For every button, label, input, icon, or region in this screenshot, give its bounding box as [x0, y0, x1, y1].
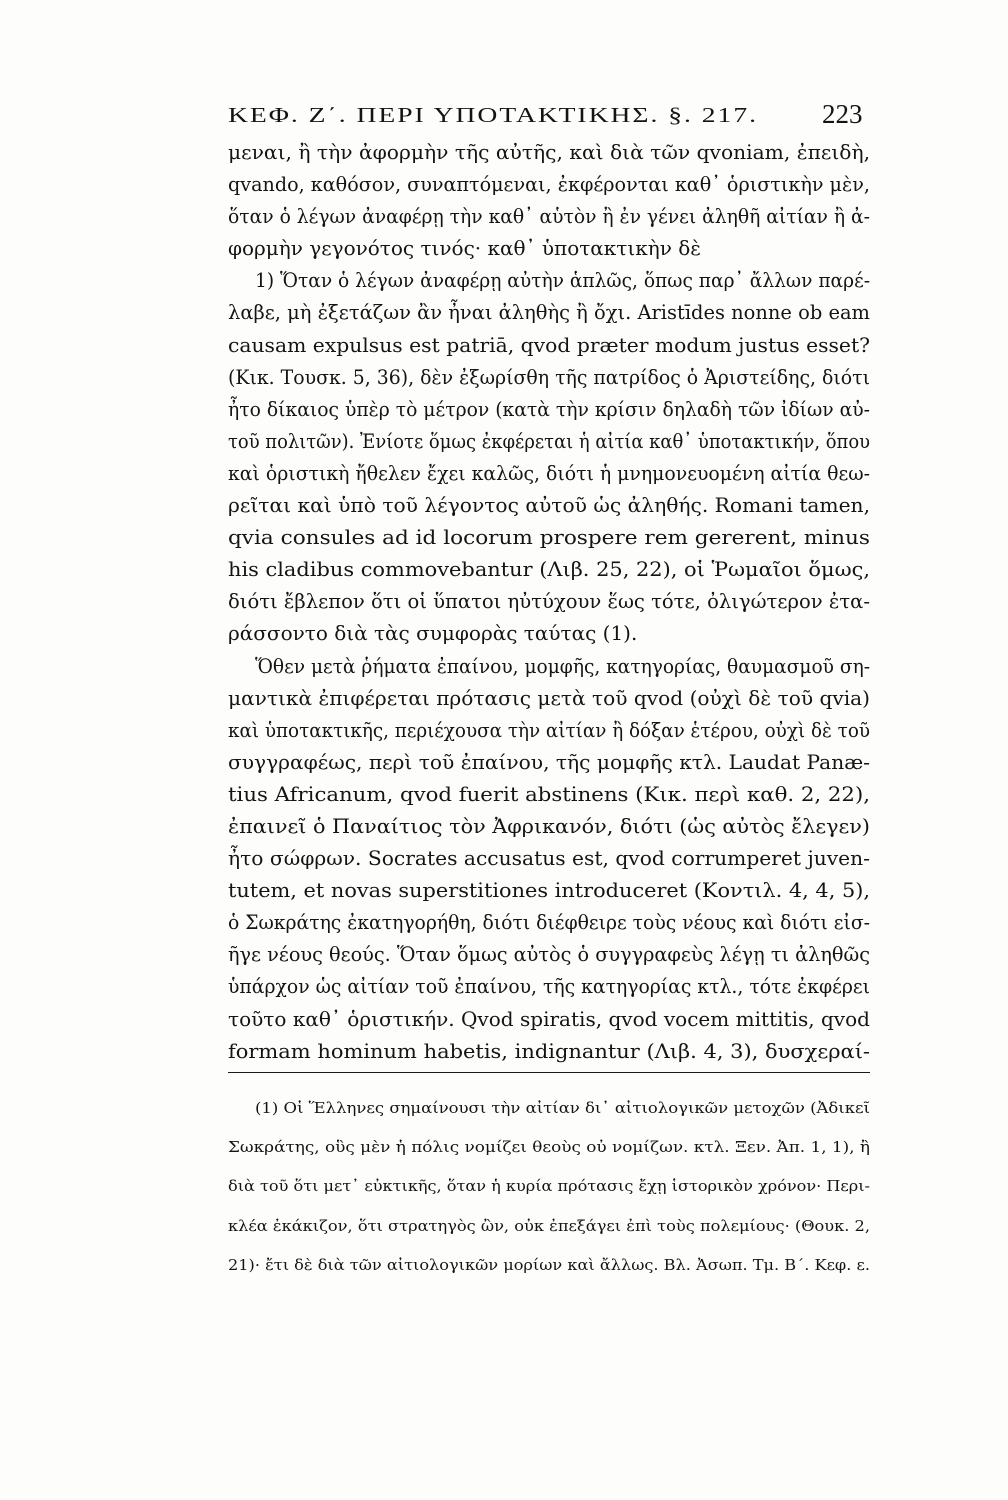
body-line-text: ἦτο σώφρων. Socrates accusatus est, qvod corrumperet juven-: [228, 846, 870, 871]
body-line: [228, 682, 870, 714]
body-line: [228, 329, 870, 361]
body-line: [228, 296, 870, 328]
body-line-text: καὶ ὁριστικὴ ἤθελεν ἔχει καλῶς, διότι ἡ μνημονευομένη αἰτία θεω-: [228, 460, 870, 485]
body-line: [228, 746, 870, 778]
body-line: [228, 361, 870, 393]
footnote-line-text: κλέα ἐκάκιζον, ὅτι στρατηγὸς ὢν, οὐκ ἐπεξάγει ἐπὶ τοὺς πολεμίους· (Θουκ. 2,: [228, 1216, 870, 1235]
body-line-text: ὑπάρχον ὡς αἰτίαν τοῦ ἐπαίνου, τῆς κατηγορίας κτλ., τότε ἐκφέρει: [228, 974, 870, 999]
body-line: [228, 842, 870, 874]
body-line: [228, 970, 870, 1002]
body-line: [228, 650, 870, 682]
body-line-text: διότι ἔβλεπον ὅτι οἱ ὕπατοι ηὐτύχουν ἕως τότε, ὀλιγώτερον ἐτα-: [228, 589, 870, 614]
body-line-text: ἐπαινεῖ ὁ Παναίτιος τὸν Ἀφρικανόν, διότι (ὡς αὐτὸς ἔλεγεν): [228, 813, 870, 838]
body-line: [228, 1035, 870, 1067]
body-line-text: ρεῖται καὶ ὑπὸ τοῦ λέγοντος αὐτοῦ ὡς ἀληθής. Romani tamen,: [228, 493, 870, 518]
body-line-text: ἦτο δίκαιος ὑπὲρ τὸ μέτρον (κατὰ τὴν κρίσιν δηλαδὴ τῶν ἰδίων αὐ-: [228, 396, 870, 421]
body-line: [228, 874, 870, 906]
body-line: [228, 264, 870, 296]
footnote-divider: [228, 1072, 870, 1073]
body-line-text: (Κικ. Τουσκ. 5, 36), δὲν ἐξωρίσθη τῆς πατρίδος ὁ Ἀριστείδης, διότι: [228, 364, 870, 389]
body-line: [228, 778, 870, 810]
footnote-line-text: (1) Οἱ Ἕλληνες σημαίνουσι τὴν αἰτίαν δι᾽ αἰτιολογικῶν μετοχῶν (Ἀδικεῖ: [255, 1099, 870, 1117]
body-line: [228, 810, 870, 842]
body-line: [228, 393, 870, 425]
body-line: [228, 168, 870, 200]
body-line-text: ῆγε νέους θεούς. Ὅταν ὅμως αὐτὸς ὁ συγγραφεὺς λέγῃ τι ἀληθῶς: [228, 942, 870, 967]
footnote-line: [228, 1128, 870, 1167]
body-line-text: tutem, et novas superstitiones introduceret (Κοντιλ. 4, 4, 5),: [228, 878, 870, 903]
body-line-text: causam expulsus est patriā, qvod præter modum justus esset?: [228, 332, 870, 357]
body-line: [228, 489, 870, 521]
body-line-text: formam hominum habetis, indignantur (Λιβ. 4, 3), δυσχεραί-: [228, 1038, 870, 1063]
body-line: [228, 714, 870, 746]
body-line-text: τοῦτο καθ᾽ ὁριστικήν. Qvod spiratis, qvod vocem mittitis, qvod: [228, 1006, 870, 1031]
footnote-line-text: 21)· ἔτι δὲ διὰ τῶν αἰτιολογικῶν μορίων καὶ ἄλλως. Βλ. Ἀσωπ. Τμ. Β΄. Κεφ. ε.: [228, 1255, 870, 1274]
footnotes: [228, 1089, 870, 1285]
footnote-line: [228, 1207, 870, 1246]
body-line-text: ὁ Σωκράτης ἐκατηγορήθη, διότι διέφθειρε τοὺς νέους καὶ διότι εἰσ-: [228, 910, 870, 935]
footnote-line-text: Σωκράτης, οὓς μὲν ἡ πόλις νομίζει θεοὺς οὐ νομίζων. κτλ. Ξεν. Ἀπ. 1, 1), ἢ: [228, 1138, 870, 1157]
body-line-text: 1) Ὅταν ὁ λέγων ἀναφέρῃ αὐτὴν ἁπλῶς, ὅπως παρ᾽ ἄλλων παρέ-: [255, 268, 870, 293]
body-line-text: μαντικὰ ἐπιφέρεται πρότασις μετὰ τοῦ qvod (οὐχὶ δὲ τοῦ qvia): [228, 685, 870, 710]
footnote-line: [228, 1167, 870, 1206]
body-line: [228, 553, 870, 585]
body-line-text: Ὅθεν μετὰ ῥήματα ἐπαίνου, μομφῆς, κατηγορίας, θαυμασμοῦ ση-: [255, 653, 870, 678]
body-line: [228, 906, 870, 938]
body-line-text: qvia consules ad id locorum prospere rem gererent, minus: [228, 525, 870, 550]
footnote-line: [228, 1246, 870, 1285]
body-line: [228, 938, 870, 970]
body-line-text: ὅταν ὁ λέγων ἀναφέρῃ τὴν καθ᾽ αὑτὸν ἢ ἐν γένει ἀληθῆ αἰτίαν ἢ ἀ-: [228, 204, 870, 229]
body-line: [228, 425, 870, 457]
body-line-text: his cladibus commovebantur (Λιβ. 25, 22), οἱ Ῥωμαῖοι ὅμως,: [228, 557, 870, 582]
body-line: [228, 617, 870, 649]
body-line-text: qvando, καθόσον, συναπτόμεναι, ἐκφέρονται καθ᾽ ὁριστικὴν μὲν,: [228, 172, 870, 197]
running-header: [228, 98, 758, 132]
body-line-text: ράσσοντο διὰ τὰς συμφορὰς ταύτας (1).: [228, 621, 638, 646]
body-line-text: μεναι, ἢ τὴν ἀφορμὴν τῆς αὐτῆς, καὶ διὰ τῶν qvoniam, ἐπειδὴ,: [228, 140, 870, 164]
body-text: [228, 136, 870, 1067]
body-line-text: λαβε, μὴ ἐξετάζων ἂν ἦναι ἀληθὴς ἢ ὄχι. Aristīdes nonne ob eam: [228, 300, 870, 325]
body-line-text: συγγραφέως, περὶ τοῦ ἐπαίνου, τῆς μομφῆς κτλ. Laudat Panæ-: [228, 749, 870, 774]
running-header-text: ΚΕΦ. Ζ΄. ΠΕΡΙ ΥΠΟΤΑΚΤΙΚΗΣ. §. 217.: [228, 103, 758, 127]
body-line: [228, 136, 870, 168]
body-line: [228, 585, 870, 617]
body-line-text: καὶ ὑποτακτικῆς, περιέχουσα τὴν αἰτίαν ἢ δόξαν ἑτέρου, οὐχὶ δὲ τοῦ: [228, 717, 870, 742]
body-line: [228, 232, 870, 264]
footnote-line: [228, 1089, 870, 1128]
body-line-text: φορμὴν γεγονότος τινός· καθ᾽ ὑποτακτικὴν δὲ: [228, 236, 701, 261]
body-line-text: τοῦ πολιτῶν). Ἐνίοτε ὅμως ἐκφέρεται ἡ αἰτία καθ᾽ ὑποτακτικήν, ὅπου: [228, 428, 870, 453]
page-number: 223: [822, 99, 863, 129]
body-line: [228, 521, 870, 553]
footnote-line-text: διὰ τοῦ ὅτι μετ᾽ εὐκτικῆς, ὅταν ἡ κυρία πρότασις ἔχῃ ἱστορικὸν χρόνον· Περι-: [228, 1177, 870, 1196]
body-line-text: tius Africanum, qvod fuerit abstinens (Κικ. περὶ καθ. 2, 22),: [228, 781, 870, 806]
body-line: [228, 200, 870, 232]
body-line: [228, 1003, 870, 1035]
body-line: [228, 457, 870, 489]
